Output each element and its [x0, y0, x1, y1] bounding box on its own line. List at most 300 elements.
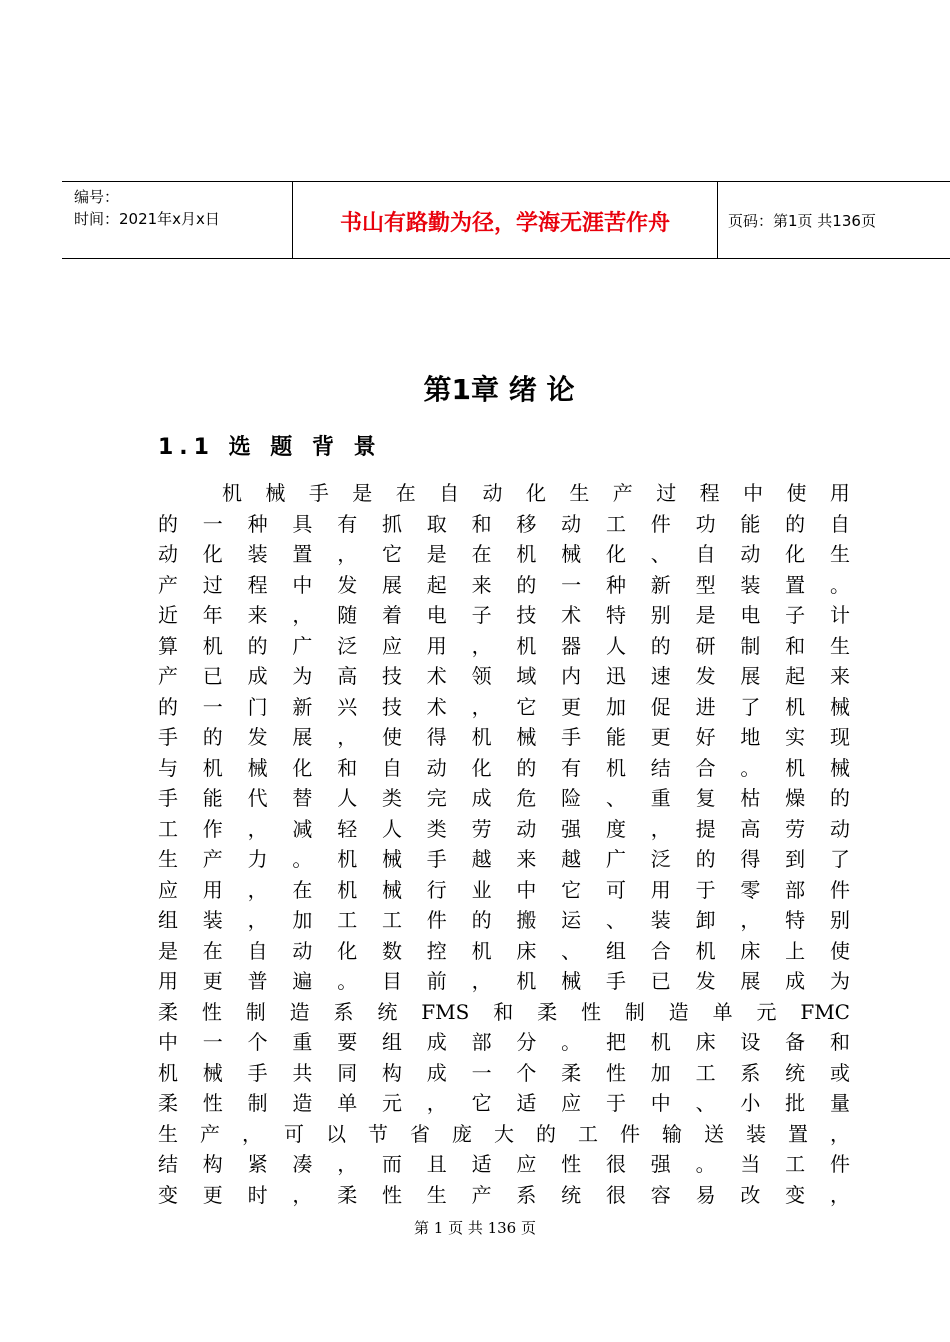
header-page-info: 页码：第1页 共136页: [728, 212, 876, 230]
body-char: 手: [605, 969, 626, 993]
body-char: 组: [158, 908, 178, 932]
body-char: 手: [426, 847, 447, 871]
body-char: 着: [381, 603, 402, 627]
body-char: 统: [785, 1060, 806, 1085]
body-line: [158, 692, 850, 723]
body-char: 是: [352, 481, 373, 505]
body-char: 应: [381, 633, 402, 658]
body-char: 量: [829, 1091, 850, 1115]
body-line: [158, 1180, 850, 1211]
header-meta-cell: [62, 182, 293, 258]
body-char: 它: [516, 694, 537, 719]
body-char: 、: [650, 542, 671, 566]
body-line: [158, 936, 850, 967]
body-char: 性: [202, 1091, 223, 1115]
body-char: 手: [158, 786, 178, 810]
body-char: 加: [292, 908, 313, 932]
body-char: 的: [247, 633, 268, 658]
body-char: 术: [426, 664, 447, 688]
body-char: 产: [471, 1182, 492, 1207]
body-char: 、: [605, 908, 626, 932]
body-char: 动: [292, 938, 313, 963]
body-line: [158, 1149, 850, 1180]
body-char: 算: [158, 633, 178, 658]
body-char: 批: [785, 1091, 806, 1115]
body-char: 制: [247, 1091, 268, 1115]
body-char: 适: [471, 1152, 492, 1176]
body-char: 把: [605, 1030, 626, 1054]
body-char: 劳: [785, 816, 806, 841]
body-char: 动: [516, 816, 537, 841]
body-char: 移: [516, 511, 537, 536]
body-char: FMC: [800, 999, 850, 1024]
body-char: 促: [650, 694, 671, 719]
body-char: 床: [740, 938, 761, 963]
body-char: 机: [695, 938, 716, 963]
body-char: 成: [426, 1030, 447, 1054]
body-char: 性: [605, 1060, 626, 1085]
body-char: 械: [381, 877, 402, 902]
body-char: 个: [247, 1030, 268, 1054]
body-char: 组: [605, 938, 626, 963]
body-char: 成: [785, 969, 806, 993]
body-char: 的: [650, 633, 671, 658]
body-char: 进: [695, 694, 716, 719]
body-char: 一: [471, 1060, 492, 1085]
body-char: 展: [740, 969, 761, 993]
body-char: 是: [158, 938, 178, 963]
body-char: 中: [516, 877, 537, 902]
body-char: 械: [829, 694, 850, 719]
body-char: 机: [650, 1030, 671, 1054]
body-char: 同: [337, 1060, 358, 1085]
body-char: 自: [695, 542, 716, 566]
body-char: 构: [381, 1060, 402, 1085]
body-char: 化: [202, 542, 223, 566]
body-char: 特: [605, 603, 626, 627]
document-number-label: 编号：: [74, 188, 120, 206]
body-char: 械: [202, 1060, 223, 1085]
body-char: 要: [337, 1030, 358, 1054]
body-char: 手: [158, 725, 178, 749]
body-char: 。: [292, 847, 313, 871]
body-char: 枯: [740, 786, 761, 810]
body-char: 替: [292, 786, 313, 810]
body-char: 危: [516, 786, 537, 810]
body-char: 用: [426, 633, 447, 658]
body-char: 兴: [337, 694, 358, 719]
body-char: 到: [785, 847, 806, 871]
body-line: [158, 1119, 850, 1150]
body-char: 、: [561, 938, 582, 963]
body-char: 生: [158, 1121, 178, 1146]
body-char: 结: [650, 755, 671, 780]
body-char: 柔: [158, 1091, 178, 1115]
body-char: 手: [308, 481, 329, 505]
body-char: 应: [158, 877, 178, 902]
body-char: 器: [561, 633, 582, 658]
body-char: 展: [740, 664, 761, 688]
body-line: [158, 783, 850, 814]
body-char: 更: [561, 694, 582, 719]
body-char: 强: [561, 816, 582, 841]
body-char: 工: [695, 1060, 716, 1085]
body-char: 有: [561, 755, 582, 780]
body-char: 的: [158, 694, 178, 719]
body-char: 与: [158, 755, 178, 780]
body-char: 应: [516, 1152, 537, 1176]
body-char: 它: [561, 877, 582, 902]
body-char: 高: [337, 664, 358, 688]
body-char: 上: [785, 938, 806, 963]
body-char: 了: [829, 847, 850, 871]
body-char: 用: [650, 877, 671, 902]
header-page-cell: [718, 182, 950, 258]
body-char: 成: [471, 786, 492, 810]
body-char: 工: [337, 908, 358, 932]
body-char: 设: [740, 1030, 761, 1054]
body-char: 一: [561, 572, 582, 597]
body-char: 能: [740, 511, 761, 536]
body-char: 力: [247, 847, 268, 871]
body-char: 是: [426, 542, 447, 566]
body-char: 得: [426, 725, 447, 749]
body-char: 抓: [381, 511, 402, 536]
body-char: 置: [785, 572, 806, 597]
body-char: 送: [704, 1121, 724, 1146]
body-char: 术: [426, 694, 447, 719]
header-motto: 书山有路勤为径，学海无涯苦作舟: [339, 211, 670, 236]
body-char: 度: [605, 816, 626, 841]
body-char: 已: [650, 969, 671, 993]
body-char: 柔: [537, 999, 558, 1024]
body-char: 数: [381, 938, 402, 963]
body-char: 生: [829, 542, 850, 566]
body-char: 研: [695, 633, 716, 658]
body-char: 于: [605, 1091, 626, 1115]
body-char: 小: [740, 1091, 761, 1115]
body-char: 成: [426, 1060, 447, 1085]
body-char: 控: [426, 938, 447, 963]
body-char: 中: [158, 1030, 178, 1054]
body-char: 越: [471, 847, 492, 871]
body-char: 且: [426, 1152, 447, 1176]
body-char: 单: [712, 999, 733, 1024]
body-char: 现: [829, 725, 850, 749]
body-char: 更: [202, 1182, 223, 1207]
body-char: 为: [292, 664, 313, 688]
body-char: 年: [202, 603, 223, 627]
body-char: 件: [829, 1152, 850, 1176]
body-char: 柔: [561, 1060, 582, 1085]
page-footer: 第 1 页 共 136 页: [413, 1219, 536, 1237]
body-char: 的: [695, 847, 716, 871]
body-line: [158, 844, 850, 875]
body-char: 燥: [785, 786, 806, 810]
body-char: 强: [650, 1152, 671, 1176]
body-char: 以: [326, 1121, 346, 1146]
body-char: 有: [337, 511, 358, 536]
body-char: 广: [292, 633, 313, 658]
body-char: 置: [292, 542, 313, 566]
body-char: 新: [292, 694, 313, 719]
body-text: [158, 478, 850, 1210]
body-char: 很: [605, 1152, 626, 1176]
body-char: 性: [580, 999, 601, 1024]
body-char: 中: [292, 572, 313, 597]
body-char: 劳: [471, 816, 492, 841]
body-char: 置: [788, 1121, 808, 1146]
body-char: 节: [368, 1121, 388, 1146]
body-char: 加: [650, 1060, 671, 1085]
body-char: 易: [695, 1182, 716, 1207]
body-char: ，: [242, 1121, 262, 1146]
body-char: 、: [695, 1091, 716, 1115]
body-char: 于: [695, 877, 716, 902]
body-char: 近: [158, 603, 178, 627]
body-line: [158, 600, 850, 631]
body-char: ，: [650, 816, 671, 841]
body-char: 使: [381, 725, 402, 749]
body-char: 化: [292, 755, 313, 780]
body-char: 件: [650, 511, 671, 536]
body-char: 电: [426, 603, 447, 627]
body-line: [158, 661, 850, 692]
body-char: 生: [426, 1182, 447, 1207]
body-char: 和: [337, 755, 358, 780]
body-char: 造: [289, 999, 310, 1024]
body-char: 提: [695, 816, 716, 841]
body-char: 柔: [158, 999, 178, 1024]
body-char: 的: [516, 572, 537, 597]
body-char: 装: [650, 908, 671, 932]
body-char: 机: [516, 542, 537, 566]
body-char: 结: [158, 1152, 178, 1176]
body-char: 或: [829, 1060, 850, 1085]
body-char: 类: [381, 786, 402, 810]
body-char: ，: [247, 877, 268, 902]
body-char: 械: [561, 542, 582, 566]
chapter-title: 第1章 绪 论: [423, 373, 575, 406]
body-char: 它: [471, 1091, 492, 1115]
body-char: 性: [201, 999, 222, 1024]
body-char: 起: [426, 572, 447, 597]
body-char: 共: [292, 1060, 313, 1085]
body-char: 前: [426, 969, 447, 993]
body-char: ，: [829, 1182, 850, 1207]
body-char: 过: [202, 572, 223, 597]
body-char: 零: [740, 877, 761, 902]
body-char: 好: [695, 725, 716, 749]
body-char: 领: [471, 664, 492, 688]
body-line: [158, 814, 850, 845]
body-char: 机: [222, 481, 242, 505]
body-char: 电: [740, 603, 761, 627]
body-char: 床: [516, 938, 537, 963]
body-char: 技: [381, 664, 402, 688]
body-char: 卸: [695, 908, 716, 932]
body-char: 机: [471, 938, 492, 963]
body-char: 部: [785, 877, 806, 902]
body-char: 性: [381, 1182, 402, 1207]
body-char: 计: [829, 603, 850, 627]
body-char: 统: [377, 999, 398, 1024]
body-line: [158, 905, 850, 936]
body-char: 机: [202, 755, 223, 780]
body-char: 备: [785, 1030, 806, 1054]
body-char: 改: [740, 1182, 761, 1207]
body-char: 过: [656, 481, 677, 505]
body-char: 产: [202, 847, 223, 871]
body-char: 发: [247, 725, 268, 749]
body-char: 自: [247, 938, 268, 963]
body-char: 机: [158, 1060, 178, 1085]
body-char: 程: [699, 481, 720, 505]
body-line: [158, 966, 850, 997]
body-char: 机: [605, 755, 626, 780]
body-line: [158, 1027, 850, 1058]
body-char: ，: [247, 816, 268, 841]
body-char: 更: [650, 725, 671, 749]
body-char: 动: [829, 816, 850, 841]
body-char: 动: [482, 481, 503, 505]
body-char: 。: [337, 969, 358, 993]
body-char: ，: [471, 633, 492, 658]
body-char: 性: [561, 1152, 582, 1176]
body-char: 装: [746, 1121, 766, 1146]
body-char: 制: [245, 999, 266, 1024]
body-char: 。: [829, 572, 850, 597]
body-char: 轻: [337, 816, 358, 841]
body-line: [158, 1058, 850, 1089]
body-char: 越: [561, 847, 582, 871]
body-char: 自: [829, 511, 850, 536]
body-char: 械: [247, 755, 268, 780]
body-char: 化: [471, 755, 492, 780]
body-char: 机: [785, 694, 806, 719]
body-char: 的: [471, 908, 492, 932]
body-char: 目: [381, 969, 402, 993]
body-char: ，: [292, 603, 313, 627]
body-char: 展: [381, 572, 402, 597]
body-char: 适: [516, 1091, 537, 1115]
body-char: 重: [650, 786, 671, 810]
body-char: 和: [829, 1030, 850, 1054]
body-char: 在: [202, 938, 223, 963]
body-char: 内: [561, 664, 582, 688]
body-char: 装: [740, 572, 761, 597]
body-char: 功: [695, 511, 716, 536]
body-char: 的: [202, 725, 223, 749]
body-char: 遍: [292, 969, 313, 993]
body-char: 广: [605, 847, 626, 871]
body-char: 重: [292, 1030, 313, 1054]
body-char: 普: [247, 969, 268, 993]
body-char: 速: [650, 664, 671, 688]
body-char: 机: [516, 969, 537, 993]
document-header: [62, 181, 950, 259]
body-char: 来: [247, 603, 268, 627]
body-char: 元: [381, 1091, 402, 1115]
body-char: 取: [426, 511, 447, 536]
body-line: [158, 722, 850, 753]
body-char: 动: [158, 542, 178, 566]
body-line: [158, 539, 850, 570]
body-char: 机: [202, 633, 223, 658]
body-char: 。: [561, 1030, 582, 1054]
body-char: 统: [561, 1182, 582, 1207]
body-char: ，: [426, 1091, 447, 1115]
body-char: 泛: [337, 633, 358, 658]
body-char: ，: [337, 542, 358, 566]
body-char: 能: [605, 725, 626, 749]
body-char: ，: [247, 908, 268, 932]
body-char: 系: [333, 999, 354, 1024]
body-line: [158, 753, 850, 784]
body-char: 起: [785, 664, 806, 688]
body-char: 自: [439, 481, 460, 505]
body-char: 技: [381, 694, 402, 719]
body-char: 机: [516, 633, 537, 658]
body-char: 人: [337, 786, 358, 810]
body-char: 在: [292, 877, 313, 902]
body-char: 动: [426, 755, 447, 780]
body-char: 械: [829, 755, 850, 780]
body-char: 实: [785, 725, 806, 749]
body-char: 术: [561, 603, 582, 627]
body-char: ，: [471, 969, 492, 993]
body-char: 组: [381, 1030, 402, 1054]
body-char: 工: [605, 511, 626, 536]
body-char: 发: [695, 664, 716, 688]
body-char: 具: [292, 511, 313, 536]
body-char: 装: [202, 908, 223, 932]
body-char: 合: [650, 938, 671, 963]
body-char: 产: [200, 1121, 220, 1146]
body-char: 很: [605, 1182, 626, 1207]
body-char: 搬: [516, 908, 537, 932]
body-line: [158, 631, 850, 662]
body-char: 自: [381, 755, 402, 780]
body-char: 械: [516, 725, 537, 749]
body-char: 行: [426, 877, 447, 902]
body-char: 一: [202, 694, 223, 719]
body-char: 动: [561, 511, 582, 536]
body-char: 它: [381, 542, 402, 566]
document-time-label: 时间：2021年x月x日: [74, 210, 220, 228]
body-char: 门: [247, 694, 268, 719]
section-title: 1.1 选 题 背 景: [158, 435, 382, 460]
body-char: 完: [426, 786, 447, 810]
body-char: 新: [650, 572, 671, 597]
body-char: 系: [516, 1182, 537, 1207]
body-line: [158, 1088, 850, 1119]
body-char: 机: [337, 847, 358, 871]
body-char: 在: [471, 542, 492, 566]
body-line: [158, 478, 850, 509]
body-char: 装: [247, 542, 268, 566]
body-char: 手: [561, 725, 582, 749]
body-char: 凑: [292, 1152, 313, 1176]
body-char: 和: [785, 633, 806, 658]
body-char: 用: [202, 877, 223, 902]
body-char: 来: [829, 664, 850, 688]
body-char: 化: [525, 481, 546, 505]
body-char: 单: [337, 1091, 358, 1115]
body-char: 造: [668, 999, 689, 1024]
body-char: 子: [785, 603, 806, 627]
body-char: 作: [202, 816, 223, 841]
